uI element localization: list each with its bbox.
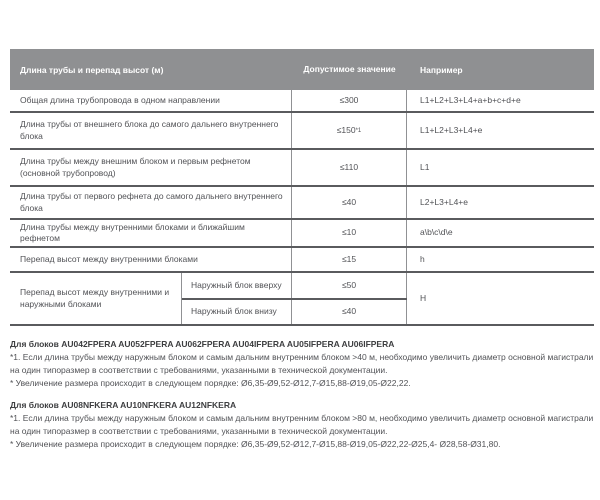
row-example: L1 (420, 161, 430, 172)
notes-heading: Для блоков AU042FPERA AU052FPERA AU062FPERA AU04IFPERA AU05IFPERA AU06IFPERA (10, 339, 395, 349)
sub-row (182, 300, 407, 325)
row-label: Длина трубы между внешним блоком и первым рефнетом (основной трубопровод) (10, 150, 292, 185)
row-value: ≤40 (292, 187, 407, 218)
size-order-text: * Увеличение размера происходит в следующем порядке: Ø6,35-Ø9,52-Ø12,7-Ø15,88-Ø19,05-Ø22,22-Ø25,4- Ø28,58-Ø31,80. (10, 439, 501, 449)
group-row-example: H (420, 292, 427, 303)
table-row (10, 150, 594, 187)
table-header-row (10, 49, 594, 90)
table-group-row (10, 273, 594, 326)
row-label: Общая длина трубопровода в одном направлении (10, 90, 292, 111)
table-row (10, 113, 594, 150)
notes-section-nfkera (10, 399, 596, 451)
row-value-text: ≤150 (336, 124, 356, 135)
row-value: ≤110 (292, 150, 407, 185)
row-example: L1+L2+L3+L4+a+b+c+d+e (420, 94, 521, 105)
size-order-text: * Увеличение размера происходит в следующем порядке: Ø6,35-Ø9,52-Ø12,7-Ø15,88-Ø19,05-Ø22,22. (10, 378, 411, 388)
sub-row-label: Наружный блок вверху (182, 273, 292, 298)
row-label: Длина трубы от первого рефнета до самого дальнего внутреннего блока (10, 187, 292, 218)
row-example: h (420, 253, 425, 264)
table-row (10, 90, 594, 113)
group-sub-rows (182, 273, 407, 324)
note-text: *1. Если длина трубы между наружным блоком и самым дальним внутренним блоком >40 м, необходимо увеличить диаметр основной магистрали на один типоразмер в соответствии с требованиями, указанными в технической документации. (10, 352, 594, 375)
notes-section-fpera (10, 338, 596, 390)
pipe-spec-table (10, 49, 594, 326)
note-text: *1. Если длина трубы между наружным блоком и самым дальним внутренним блоком >80 м, необходимо увеличить диаметр основной магистрали на один типоразмер в соответствии с требованиями, указанными в технической документации. (10, 413, 594, 436)
table-row (10, 187, 594, 220)
row-value: ≤10 (292, 220, 407, 246)
header-cell-example: Например (420, 64, 463, 75)
group-row-label: Перепад высот между внутренними и наружными блоками (10, 273, 182, 324)
row-example: L1+L2+L3+L4+e (420, 124, 483, 135)
row-example: L2+L3+L4+e (420, 196, 468, 207)
row-value: ≤15 (292, 248, 407, 271)
header-cell-allowed-value: Допустимое значение (303, 63, 396, 74)
row-label: Длина трубы между внутренними блоками и ближайшим рефнетом (10, 220, 292, 246)
footnotes (10, 338, 596, 460)
table-row (10, 220, 594, 248)
sub-row-value: ≤40 (292, 300, 407, 325)
row-label: Длина трубы от внешнего блока до самого дальнего внутреннего блока (10, 113, 292, 148)
row-value: ≤300 (292, 90, 407, 111)
sub-row-value: ≤50 (292, 273, 407, 298)
row-example: a\b\c\d\e (420, 227, 453, 238)
sub-row (182, 273, 407, 300)
row-label: Перепад высот между внутренними блоками (10, 248, 292, 271)
header-cell-length: Длина трубы и перепад высот (м) (20, 64, 164, 75)
row-value: ≤150 *1 (292, 113, 407, 148)
sub-row-label: Наружный блок внизу (182, 300, 292, 325)
table-row (10, 248, 594, 273)
notes-heading: Для блоков AU08NFKERA AU10NFKERA AU12NFKERA (10, 400, 237, 410)
